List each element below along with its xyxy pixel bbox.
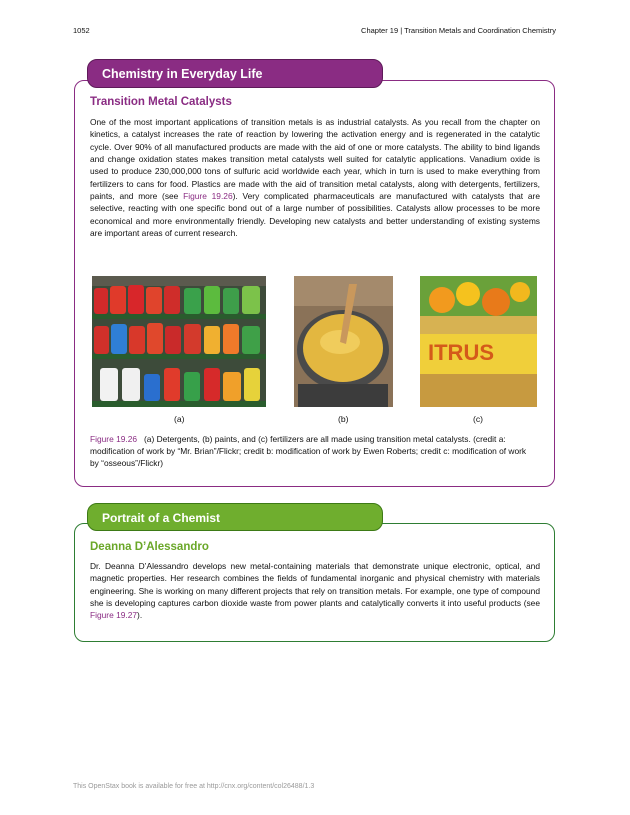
para-text-a: Dr. Deanna D’Alessandro develops new metal-containing materials that demonstrate unique electronic, optical, and magnetic properties. Her research combines the fields of fundamental inorganic and physical chemistry with materials engineering. She is working on many different projects that rely on transition metals. For example, one type of compound she is developing captures carbon dioxide waste from power plants and catalytically converts it into useful products (see — [90, 561, 540, 608]
paint-can-photo — [294, 276, 393, 407]
caption-figure-label: Figure 19.26 — [90, 434, 138, 444]
detergent-shelves-image — [92, 276, 266, 407]
fertilizer-bag-text: ITRUS — [428, 340, 494, 365]
figure-link[interactable]: Figure 19.26 — [183, 191, 233, 202]
body-paragraph — [90, 116, 540, 239]
section-heading: Transition Metal Catalysts — [90, 96, 232, 108]
chemist-paragraph — [90, 560, 540, 621]
fertilizer-photo — [420, 276, 537, 407]
page-number: 1052 — [73, 26, 90, 35]
photo-label-a: (a) — [174, 414, 185, 424]
photo-label-c: (c) — [473, 414, 484, 424]
figure-link[interactable]: Figure 19.27 — [90, 610, 138, 621]
para-text-b: ). — [137, 610, 143, 621]
photo-label-b: (b) — [338, 414, 349, 424]
footer-note: This OpenStax book is available for free at http://cnx.org/content/col26488/1.3 — [73, 783, 315, 790]
para-text-b: ). Very complicated pharmaceuticals are manufactured with catalysts that are selective, reacting with one specific bond out of a large number of possibilities. Catalysts allow processes to be more economical and more environmentally friendly. Developing new catalysts and better understanding of existing systems are important areas of current research. — [90, 191, 540, 239]
everyday-life-tab: Chemistry in Everyday Life — [87, 59, 383, 88]
detergent-photo — [92, 276, 266, 407]
fertilizer-bag-image — [420, 276, 537, 407]
para-text-a: One of the most important applications of transition metals is as industrial catalysts. As you recall from the chapter on kinetics, a catalyst increases the rate of reaction by lowering the activation energy and is regenerated in the catalytic cycle. Over 90% of all manufactured products are made with the aid of one or more catalysts. The ability to bind ligands and change oxidation states makes transition metal catalysts well suited for catalytic applications. Vanadium oxide is used to produce 230,000,000 tons of sulfuric acid worldwide each year, which in turn is used to make everything from fertilizers to cans for food. Plastics are made with the aid of transition metal catalysts, along with detergents, fertilizers, paints, and more (see — [90, 117, 540, 202]
figure-caption — [90, 434, 535, 469]
portrait-chemist-tab: Portrait of a Chemist — [87, 503, 383, 531]
paint-can-image — [294, 276, 393, 407]
caption-text: (a) Detergents, (b) paints, and (c) fertilizers are all made using transition metal catalysts. (credit a: modification of work by “Mr. Brian”/Flickr; credit b: modification of work by Ewen Roberts; credit c: modification of work by “osseous”/Flickr) — [90, 434, 527, 468]
chemist-name-heading: Deanna D’Alessandro — [90, 541, 209, 553]
chapter-header: Chapter 19 | Transition Metals and Coordination Chemistry — [361, 26, 556, 35]
